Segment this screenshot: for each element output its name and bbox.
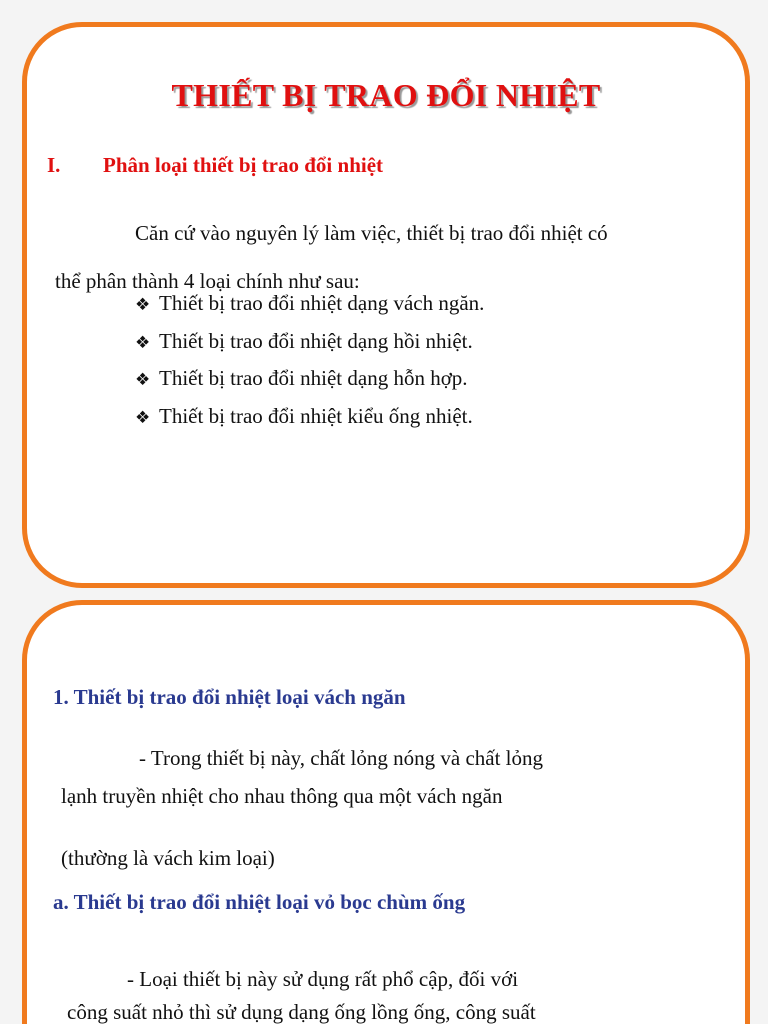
subsection-heading-2: a. Thiết bị trao đổi nhiệt loại vỏ bọc chùm ống [53,890,466,914]
subsection-heading-1: 1. Thiết bị trao đổi nhiệt loại vách ngăn [53,685,406,709]
section-title: Phân loại thiết bị trao đổi nhiệt [103,153,384,177]
bullet-text: Thiết bị trao đổi nhiệt dạng vách ngăn. [159,291,485,315]
bullet-text: Thiết bị trao đổi nhiệt dạng hỗn hợp. [159,366,468,390]
paragraph-1-line-2: lạnh truyền nhiệt cho nhau thông qua một vách ngăn [61,784,503,808]
paragraph-1-line-3: (thường là vách kim loại) [61,846,275,870]
section-number: I. [47,153,61,177]
diamond-bullet-icon: ❖ [135,295,151,315]
bullet-list [135,289,484,439]
intro-line-1: Căn cứ vào nguyên lý làm việc, thiết bị trao đổi nhiệt có [135,221,608,245]
paragraph-1-line-1: - Trong thiết bị này, chất lỏng nóng và chất lỏng [139,746,544,770]
slide-1 [22,22,750,588]
diamond-bullet-icon: ❖ [135,407,151,428]
list-item [135,402,484,440]
paragraph-2-line-1: - Loại thiết bị này sử dụng rất phổ cập, đối với [127,967,519,991]
slide-2 [22,600,750,1024]
list-item [135,327,484,365]
bullet-text: Thiết bị trao đổi nhiệt dạng hồi nhiệt. [159,328,473,353]
diamond-bullet-icon: ❖ [135,332,151,353]
list-item [135,364,484,402]
intro-line-2: thể phân thành 4 loại chính như sau: [55,269,360,293]
list-item [135,289,484,327]
paragraph-2-line-2: công suất nhỏ thì sử dụng dạng ống lồng ống, công suất [67,1000,536,1024]
bullet-text: Thiết bị trao đổi nhiệt kiểu ống nhiệt. [159,403,473,428]
slide-title: THIẾT BỊ TRAO ĐỔI NHIỆT [171,77,601,113]
section-heading [47,153,383,178]
diamond-bullet-icon: ❖ [135,370,151,390]
